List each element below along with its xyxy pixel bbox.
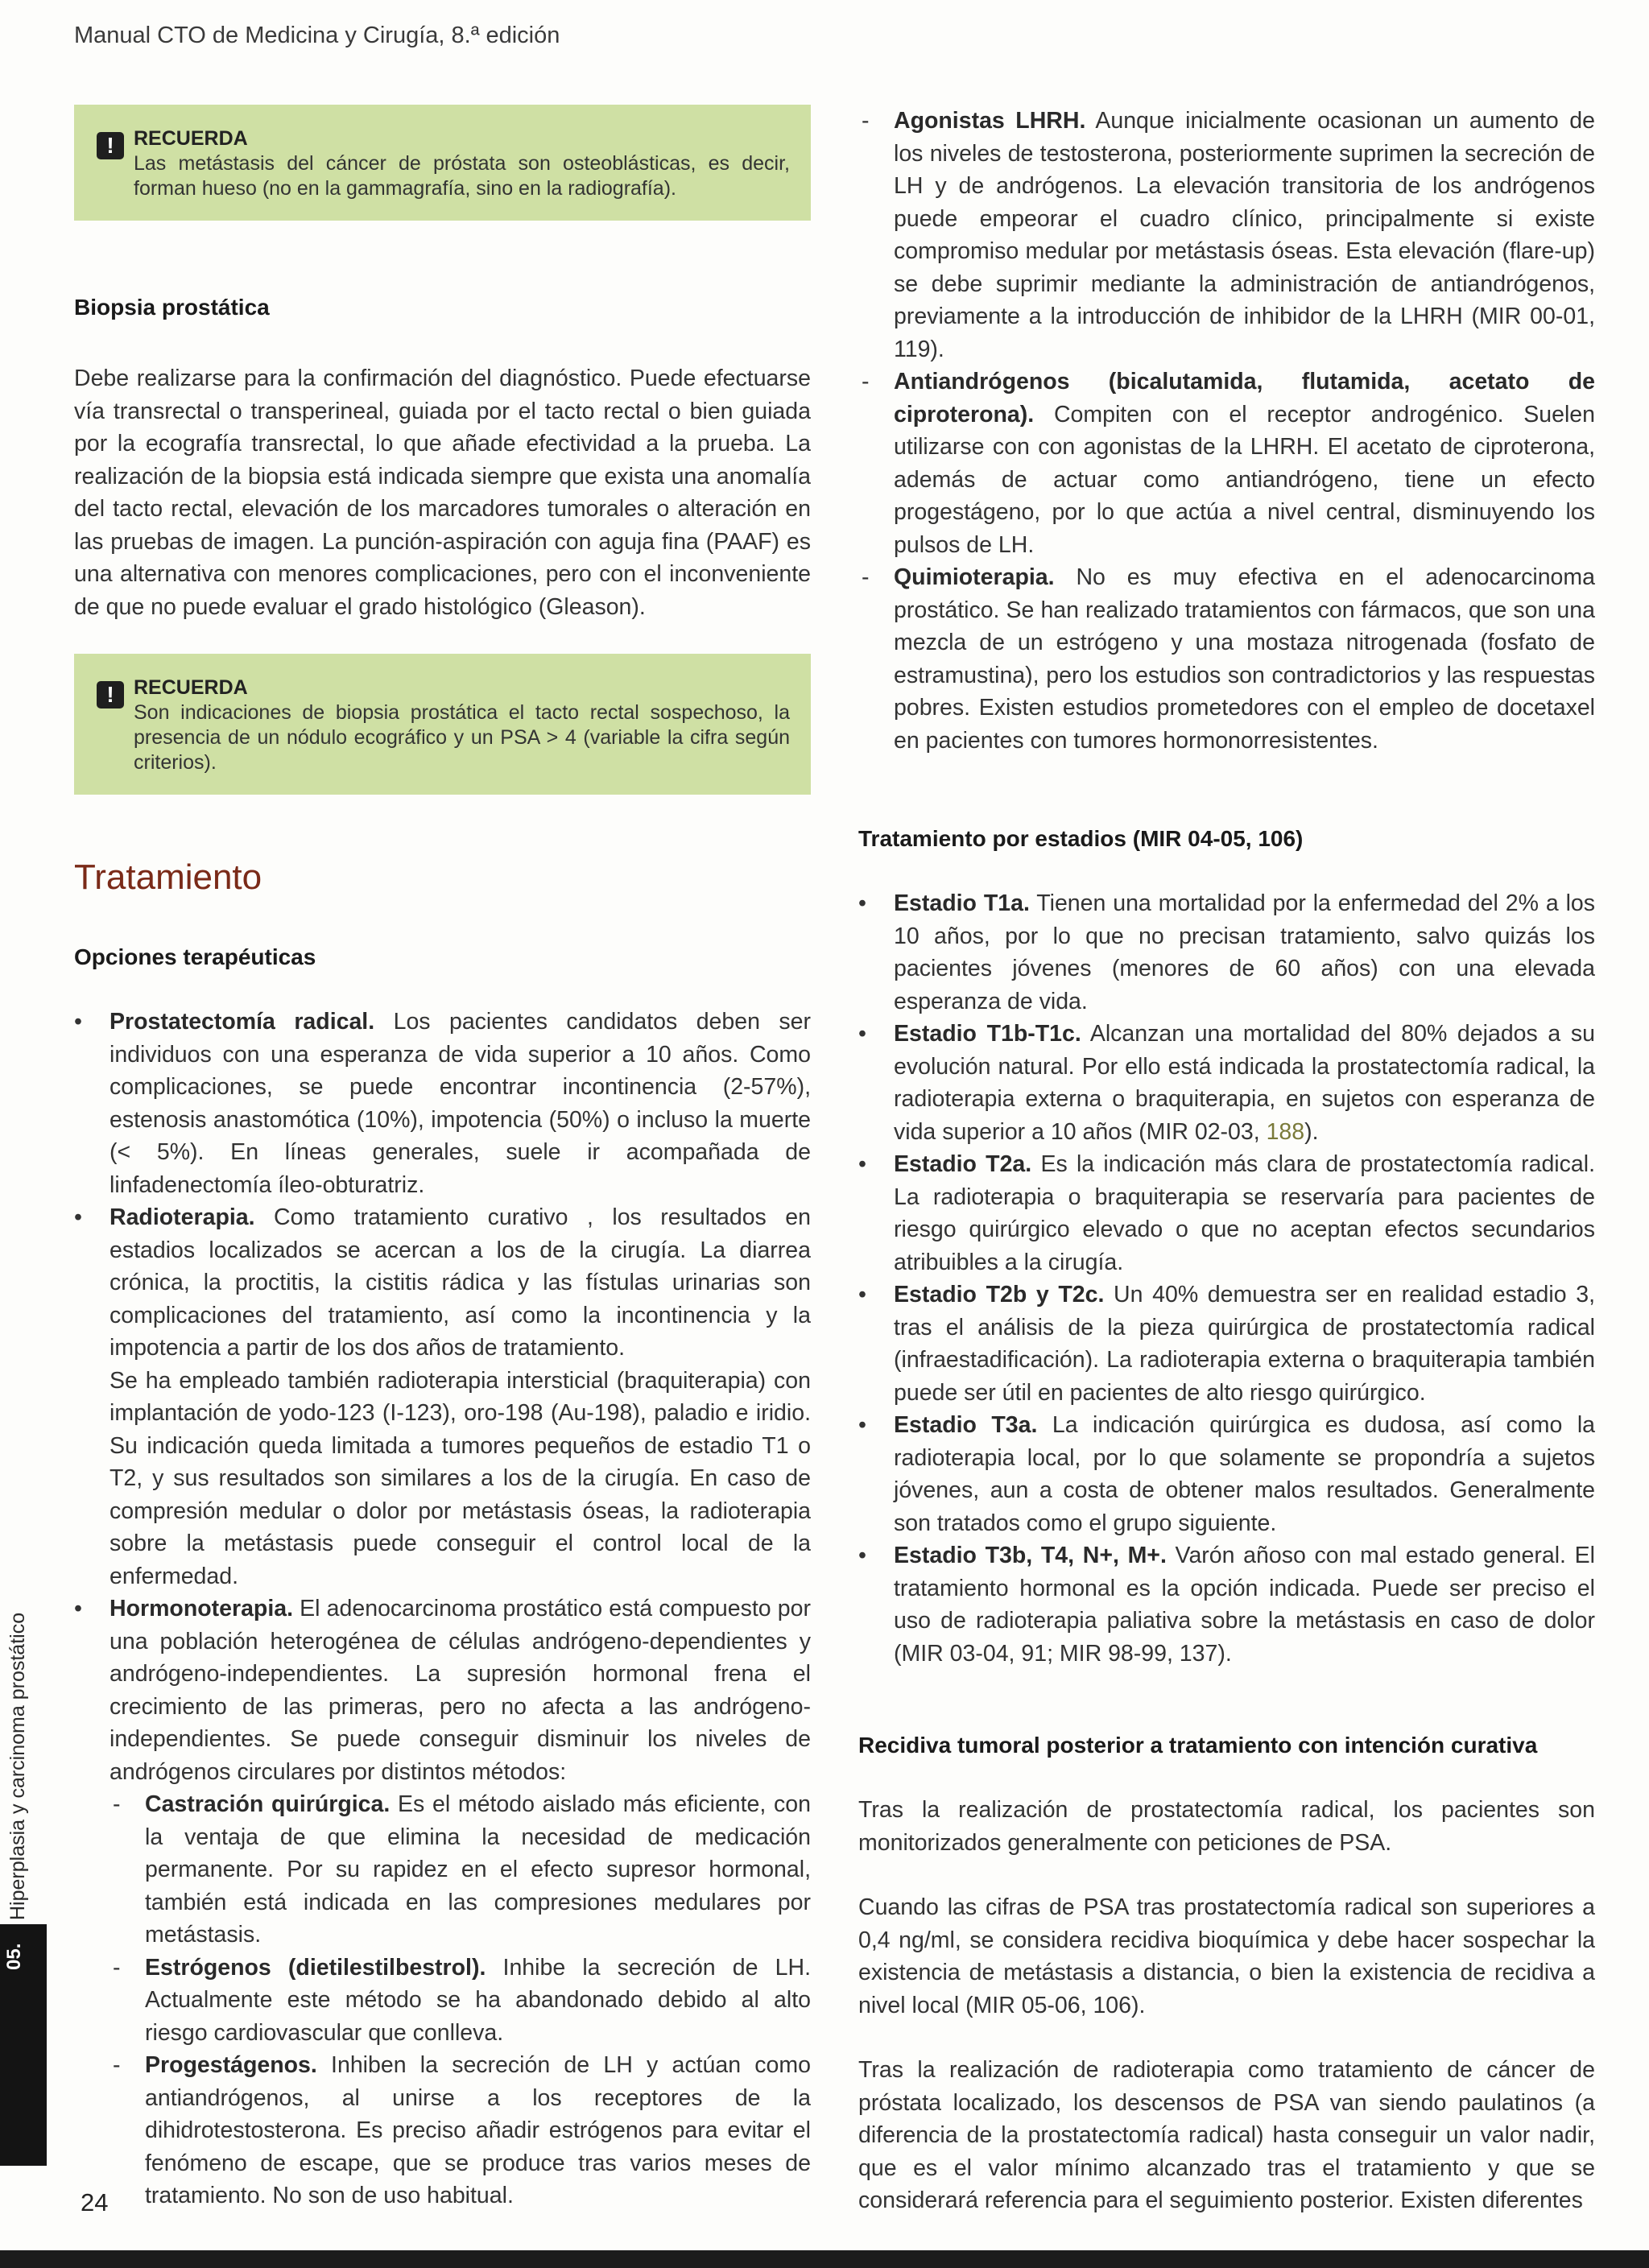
- recuerda-box: [74, 105, 811, 221]
- hormone-methods-list: [110, 1788, 811, 2212]
- list-item: • Prostatectomía radical. Los pacientes candidatos deben ser individuos con una esperanza de vida superior a 10 años. Como complicaciones, se puede encontrar incontinencia (2-57%), estenosis anastomótica (10%), impotencia (50%) o incluso la muerte (< 5%). En líneas generales, suele ir acompañada de linfadenectomía íleo-obturatriz.: [74, 1006, 811, 1201]
- chapter-number: 05.: [3, 1943, 25, 1970]
- list-item: - Castración quirúrgica. Es el método aislado más eficiente, con la ventaja de que elimina la necesidad de medicación permanente. Por su rapidez en el efecto supresor hormonal, también está indicada en las compresiones medulares por metástasis.: [110, 1788, 811, 1952]
- list-item: • Hormonoterapia. El adenocarcinoma prostático está compuesto por una población heterogénea de células andrógeno-dependientes y andrógeno-independientes. La supresión hormonal frena el crecimiento de las primeras, pero no afecta a las andrógeno-independientes. Se puede conseguir disminuir los niveles de andrógenos circulares por distintos métodos: - Castración quirúrgica. Es el método aislado más eficiente, con la ventaja de que elimina la necesidad de medicación permanente. Por su rapidez en el efecto supresor hormonal, también está indicada en las compresiones medulares por metástasis. - Estrógenos (dietilestilbestrol). Inhibe la secreción de LH. Actualmente este método se ha abandonado debido al alto riesgo cardiovascular que conlleva. - Progestágenos. Inhiben la secreción de LH y actúan como antiandrógenos, al unirse a los receptores de la dihidrotestosterona. Es preciso añadir estrógenos para evitar el fenómeno de escape, que se produce tras varios meses de tratamiento. No son de uso habitual.: [74, 1593, 811, 2212]
- stages-list: [858, 887, 1595, 1670]
- list-item: - Agonistas LHRH. Aunque inicialmente ocasionan un aumento de los niveles de testosterona, posteriormente suprimen la secreción de LH y de andrógenos. La elevación transitoria de los andrógenos puede empeorar el cuadro clínico, principalmente si existe compromiso medular por metástasis óseas. Esta elevación (flare-up) se debe suprimir mediante la administración de antiandrógenos, previamente a la introducción de inhibidor de la LHRH (MIR 00-01, 119).: [858, 105, 1595, 366]
- recuerda-label: RECUERDA: [134, 676, 248, 699]
- running-head: Manual CTO de Medicina y Cirugía, 8.ª edición: [74, 23, 560, 48]
- exclamation-icon: !: [97, 681, 124, 708]
- list-item: • Estadio T1b-T1c. Alcanzan una mortalidad del 80% dejados a su evolución natural. Por ello está indicada la prostatectomía radical, la radioterapia externa o braquiterapia, en sujetos con esperanza de vida superior a 10 años (MIR 02-03, 188).: [858, 1018, 1595, 1148]
- recurrence-paragraph: Cuando las cifras de PSA tras prostatectomía radical son superiores a 0,4 ng/ml, se considera recidiva bioquímica y debe hacer sospechar la existencia de metástasis a distancia, o bien la existencia de recidiva a nivel local (MIR 05-06, 106).: [858, 1894, 1595, 2018]
- recuerda-box: [74, 654, 811, 795]
- left-column: [74, 105, 811, 2212]
- recuerda-label: RECUERDA: [134, 127, 248, 150]
- treatment-options-list: [74, 1006, 811, 1365]
- radiotherapy-continuation: Se ha empleado también radioterapia intersticial (braquiterapia) con implantación de yodo-123 (I-123), oro-198 (Au-198), paladio e iridio. Su indicación queda limitada a tumores pequeños de estadio T1 o T2, y sus resultados son similares a los de la cirugía. En caso de compresión medular o dolor por metástasis óseas, la radioterapia sobre la metástasis puede conseguir el control local de la enfermedad.: [110, 1367, 811, 1589]
- options-heading: Opciones terapéuticas: [74, 944, 316, 969]
- chapter-title: Hiperplasia y carcinoma prostático: [6, 1612, 29, 1920]
- list-item: - Antiandrógenos (bicalutamida, flutamida, acetato de ciproterona). Compiten con el receptor androgénico. Suelen utilizarse con con agonistas de la LHRH. El acetato de ciproterona, además de actuar como antiandrógeno, tiene un efecto progestágeno, por lo que actúa a nivel central, disminuyendo los pulsos de LH.: [858, 366, 1595, 561]
- biopsy-heading: Biopsia prostática: [74, 295, 270, 320]
- list-item: • Estadio T3b, T4, N+, M+. Varón añoso con mal estado general. El tratamiento hormonal es la opción indicada. Puede ser preciso el uso de radioterapia paliativa sobre la metástasis en caso de dolor (MIR 03-04, 91; MIR 98-99, 137).: [858, 1539, 1595, 1670]
- recuerda-text: Las metástasis del cáncer de próstata son osteoblásticas, es decir, forman hueso (no en la gammagrafía, sino en la radiografía).: [134, 152, 790, 200]
- right-column: [858, 105, 1595, 2217]
- recuerda-text: Son indicaciones de biopsia prostática el tacto rectal sospechoso, la presencia de un nódulo ecográfico y un PSA > 4 (variable la cifra según criterios).: [134, 701, 790, 774]
- recurrence-paragraph: Tras la realización de prostatectomía radical, los pacientes son monitorizados generalmente con peticiones de PSA.: [858, 1797, 1595, 1856]
- list-item: • Estadio T3a. La indicación quirúrgica es dudosa, así como la radioterapia local, por lo que solamente se propondría a sujetos jóvenes, aun a costa de obtener malos resultados. Generalmente son tratados como el grupo siguiente.: [858, 1409, 1595, 1539]
- biopsy-paragraph: Debe realizarse para la confirmación del diagnóstico. Puede efectuarse vía transrectal o transperineal, guiada por el tacto rectal o bien guiada por la ecografía transrectal, lo que añade efectividad a la prueba. La realización de la biopsia está indicada siempre que exista una anomalía del tacto rectal, elevación de los marcadores tumorales o alteración en las pruebas de imagen. La punción-aspiración con aguja fina (PAAF) es una alternativa con menores complicaciones, pero con el inconveniente de que no puede evaluar el grado histológico (Gleason).: [74, 366, 811, 620]
- treatment-options-list: [74, 1593, 811, 2212]
- section-title: Tratamiento: [74, 857, 262, 897]
- stages-heading: Tratamiento por estadios (MIR 04-05, 106): [858, 826, 1304, 851]
- list-item: • Estadio T2a. Es la indicación más clara de prostatectomía radical. La radioterapia o braquiterapia se reservaría para pacientes de riesgo quirúrgico elevado o que no aceptan efectos secundarios atribuibles a la cirugía.: [858, 1148, 1595, 1279]
- list-item: • Estadio T1a. Tienen una mortalidad por la enfermedad del 2% a los 10 años, por lo que no precisan tratamiento, salvo quizás los pacientes jóvenes (menores de 60 años) con una elevada esperanza de vida.: [858, 887, 1595, 1018]
- list-item: - Quimioterapia. No es muy efectiva en el adenocarcinoma prostático. Se han realizado tratamientos con fármacos, que son una mezcla de un estrógeno y una mostaza nitrogenada (fosfato de estramustina), pero los estudios son contradictorios y las respuestas pobres. Existen estudios prometedores con el empleo de docetaxel en pacientes con tumores hormonorresistentes.: [858, 561, 1595, 757]
- bottom-border: [0, 2250, 1649, 2268]
- exclamation-icon: !: [97, 132, 124, 159]
- list-item: • Estadio T2b y T2c. Un 40% demuestra ser en realidad estadio 3, tras el análisis de la pieza quirúrgica de prostatectomía radical (infraestadificación). La radioterapia externa o braquiterapia también puede ser útil en pacientes de alto riesgo quirúrgico.: [858, 1279, 1595, 1409]
- list-item: - Progestágenos. Inhiben la secreción de LH y actúan como antiandrógenos, al unirse a los receptores de la dihidrotestosterona. Es preciso añadir estrógenos para evitar el fenómeno de escape, que se produce tras varios meses de tratamiento. No son de uso habitual.: [110, 2049, 811, 2212]
- recurrence-heading: Recidiva tumoral posterior a tratamiento con intención curativa: [858, 1733, 1538, 1758]
- list-item: • Radioterapia. Como tratamiento curativo , los resultados en estadios localizados se acercan a los de la cirugía. La diarrea crónica, la proctitis, la cistitis rádica y las fístulas urinarias son complicaciones del tratamiento, así como la incontinencia y la impotencia a partir de los dos años de tratamiento.: [74, 1201, 811, 1365]
- list-item: - Estrógenos (dietilestilbestrol). Inhibe la secreción de LH. Actualmente este método se ha abandonado debido al alto riesgo cardiovascular que conlleva.: [110, 1952, 811, 2050]
- page-number: 24: [81, 2188, 109, 2216]
- recurrence-paragraph: Tras la realización de radioterapia como tratamiento de cáncer de próstata localizado, los descensos de PSA van siendo paulatinos (a diferencia de la prostatectomía radical) hasta conseguir un valor nadir, que es el valor mínimo alcanzado tras el tratamiento y que se considerará referencia para el seguimiento posterior. Existen diferentes: [858, 2057, 1595, 2213]
- hormone-methods-list: [858, 105, 1595, 757]
